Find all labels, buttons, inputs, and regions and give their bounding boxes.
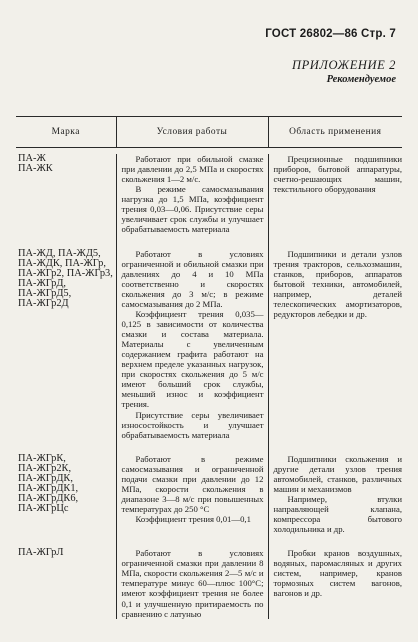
table-row — [16, 454, 402, 535]
header-application: Область применения — [268, 117, 402, 148]
application-cell: Подшипники скольжения и другие детали узлов трения автомобилей, станков, различных машин и механизмов Например, втулки направляющей клапана, компрессора бытового холодильника и др. — [273, 453, 402, 535]
header-mark: Марка — [16, 117, 116, 148]
mark-cell: ПА-ЖГрЛ — [18, 547, 64, 559]
table-header-row — [16, 117, 402, 148]
appendix-title: ПРИЛОЖЕНИЕ 2 — [291, 58, 396, 72]
table-row — [16, 249, 402, 440]
header-conditions: Условия работы — [116, 117, 268, 148]
application-cell: Пробки кранов воздушных, водяных, паромасляных и других систем, например, кранов тормозных систем вагонов, вагонов и др. — [273, 548, 402, 599]
appendix-heading — [292, 58, 396, 85]
conditions-cell: Работают в условиях ограниченной и обильной смазки при давлениях до 4 и 10 МПа соответственно и скоростях скольжения до 3 м/с; в режиме самосмазывания до 2 МПа. Коэффициент трения 0,035—0,125 в зависимости от количества смазки и состава материала. Материалы с увеличенным содержанием графита работают на верхнем пределе указанных нагрузок, при скоростях скольжения до 5 м/с имеют больший срок службы, меньший износ и коэффициент трения. Присутствие серы увеличивает износостойкость и улучшает обрабатываемость материала — [116, 249, 268, 440]
table-row — [16, 548, 402, 618]
conditions-cell: Работают в режиме самосмазывания и ограниченной подачи смазки при давлении до 12 МПа, скорости скольжения в диапазоне 3—8 м/с при повышенных температурах до 250 °С Коэффициент трения 0,01—0,1 — [116, 454, 268, 535]
conditions-cell: Работают при обильной смазке при давлении до 2,5 МПа и скоростях скольжения 1—2 м/с. В режиме самосмазывания нагрузка до 1,5 МПа, коэффициент трения 0,03—0,06. Присутствие серы увеличивает срок службы и улучшает обрабатываемость материала — [116, 154, 268, 235]
appendix-subtitle: Рекомендуемое — [326, 74, 396, 85]
materials-table — [16, 116, 402, 619]
conditions-cell: Работают в условиях ограниченной смазки при давлении 8 МПа, скорости скольжения 2—5 м/с и температуре минус 60—плюс 100°С; имеют коэффициент трения не более 0,1 и улучшенную притираемость по сравнению с латунью — [116, 548, 268, 618]
table-row — [16, 154, 402, 235]
page-header: ГОСТ 26802—86 Стр. 7 — [265, 28, 396, 40]
application-cell: Прецизионные подшипники приборов, бытовой аппаратуры, счетно-решающих машин, текстильного оборудования — [273, 154, 402, 195]
mark-cell: ПА-ЖГрК, ПА-ЖГр2К, ПА-ЖГрДК, ПА-ЖГрДК1, ПА-ЖГрДК6, ПА-ЖГрЦс — [18, 452, 79, 514]
application-cell: Подшипники и детали узлов трения тракторов, сельхозмашин, станков, приборов, аппаратов бытовой техники, автомобилей, например, деталей телескопических амортизаторов, редукторов лебедки и др. — [273, 248, 402, 319]
mark-cell: ПА-Ж ПА-ЖК — [18, 153, 53, 175]
mark-cell: ПА-ЖД, ПА-ЖД5, ПА-ЖДК, ПА-ЖГр, ПА-ЖГр2, ПА-ЖГр3, ПА-ЖГрД, ПА-ЖГрД5, ПА-ЖГр2Д — [18, 247, 113, 309]
